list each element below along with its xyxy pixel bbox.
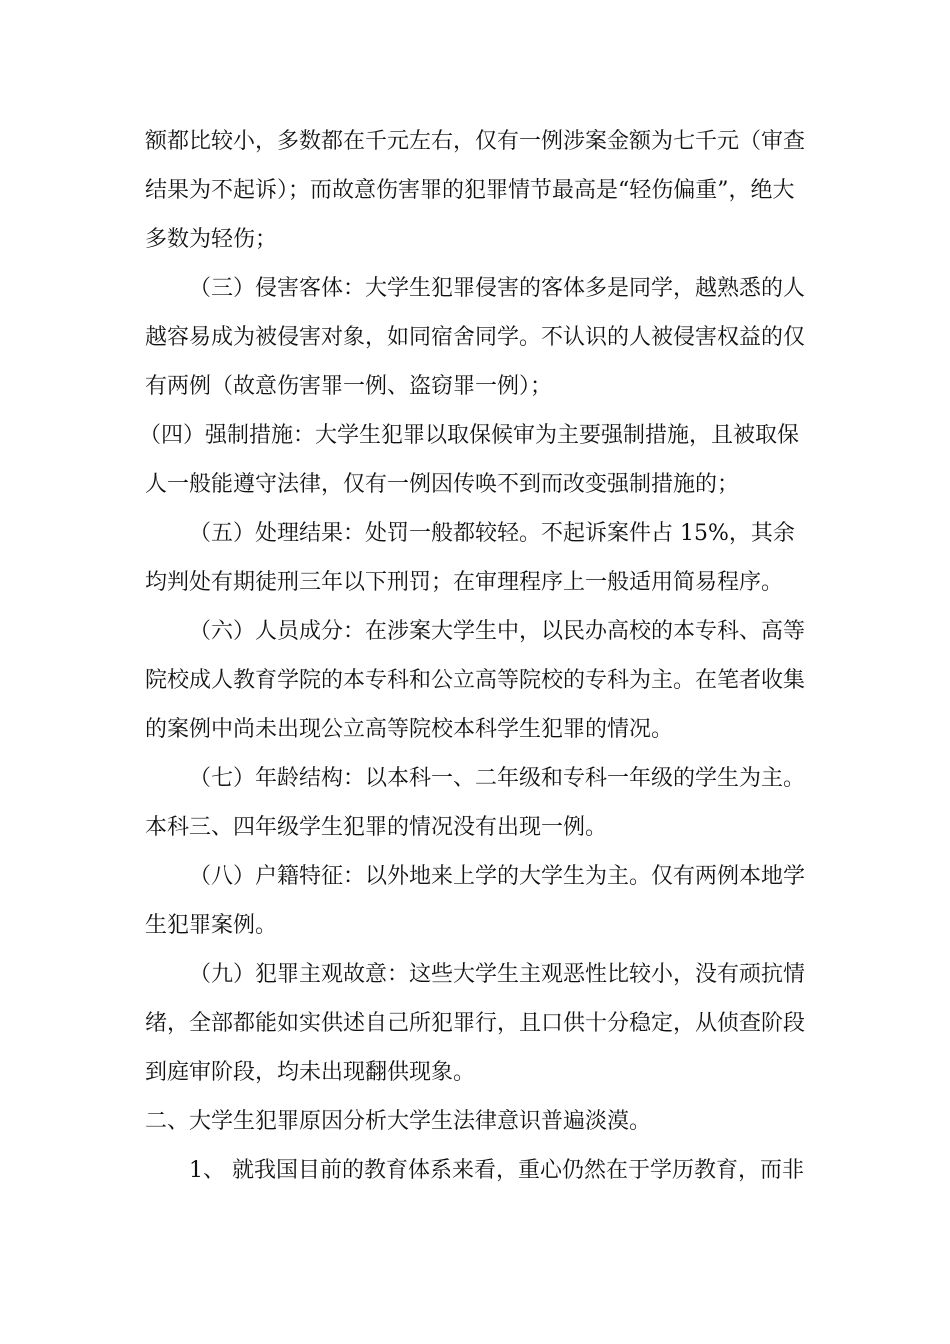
text-line: 的案例中尚未出现公立高等院校本科学生犯罪的情况。: [145, 717, 674, 742]
paragraph-heading-3: （三）侵害客体：大学生犯罪侵害的客体多是同学，越熟悉的人: [189, 276, 806, 301]
paragraph-heading-4: （四）强制措施：大学生犯罪以取保候审为主要强制措施，且被取保: [139, 423, 800, 448]
text-line: 多数为轻伤；: [145, 227, 278, 252]
text-line: 越容易成为被侵害对象，如同宿舍同学。不认识的人被侵害权益的仅: [145, 325, 806, 350]
paragraph-heading-9: （九）犯罪主观故意：这些大学生主观恶性比较小，没有顽抗情: [189, 962, 806, 987]
paragraph-heading-6: （六）人员成分：在涉案大学生中，以民办高校的本专科、高等: [189, 619, 806, 644]
text-line: 生犯罪案例。: [145, 913, 278, 938]
paragraph-heading-5: （五）处理结果：处罚一般都较轻。不起诉案件占 15%，其余: [189, 521, 795, 546]
text-line: 有两例（故意伤害罪一例、盗窃罪一例）；: [145, 374, 553, 399]
text-line: 额都比较小，多数都在千元左右，仅有一例涉案金额为七千元（审查: [145, 129, 806, 154]
text-line: 绪，全部都能如实供述自己所犯罪行，且口供十分稳定，从侦查阶段: [145, 1011, 806, 1036]
text-line: 结果为不起诉）；而故意伤害罪的犯罪情节最高是“轻伤偏重”，绝大: [145, 178, 795, 203]
text-line: 均判处有期徒刑三年以下刑罚；在审理程序上一般适用简易程序。: [145, 570, 784, 595]
section-heading: 二、大学生犯罪原因分析大学生法律意识普遍淡漠。: [145, 1109, 652, 1134]
text-line: 到庭审阶段，均未出现翻供现象。: [145, 1060, 476, 1085]
paragraph-heading-7: （七）年龄结构：以本科一、二年级和专科一年级的学生为主。: [189, 766, 806, 791]
document-body: [139, 117, 810, 1195]
text-line: 人一般能遵守法律，仅有一例因传唤不到而改变强制措施的；: [145, 472, 740, 497]
text-line: 本科三、四年级学生犯罪的情况没有出现一例。: [145, 815, 608, 840]
numbered-item-1: 1、 就我国目前的教育体系来看，重心仍然在于学历教育，而非: [189, 1158, 804, 1183]
paragraph-heading-8: （八）户籍特征：以外地来上学的大学生为主。仅有两例本地学: [189, 864, 806, 889]
text-line: 院校成人教育学院的本专科和公立高等院校的专科为主。在笔者收集: [145, 668, 806, 693]
